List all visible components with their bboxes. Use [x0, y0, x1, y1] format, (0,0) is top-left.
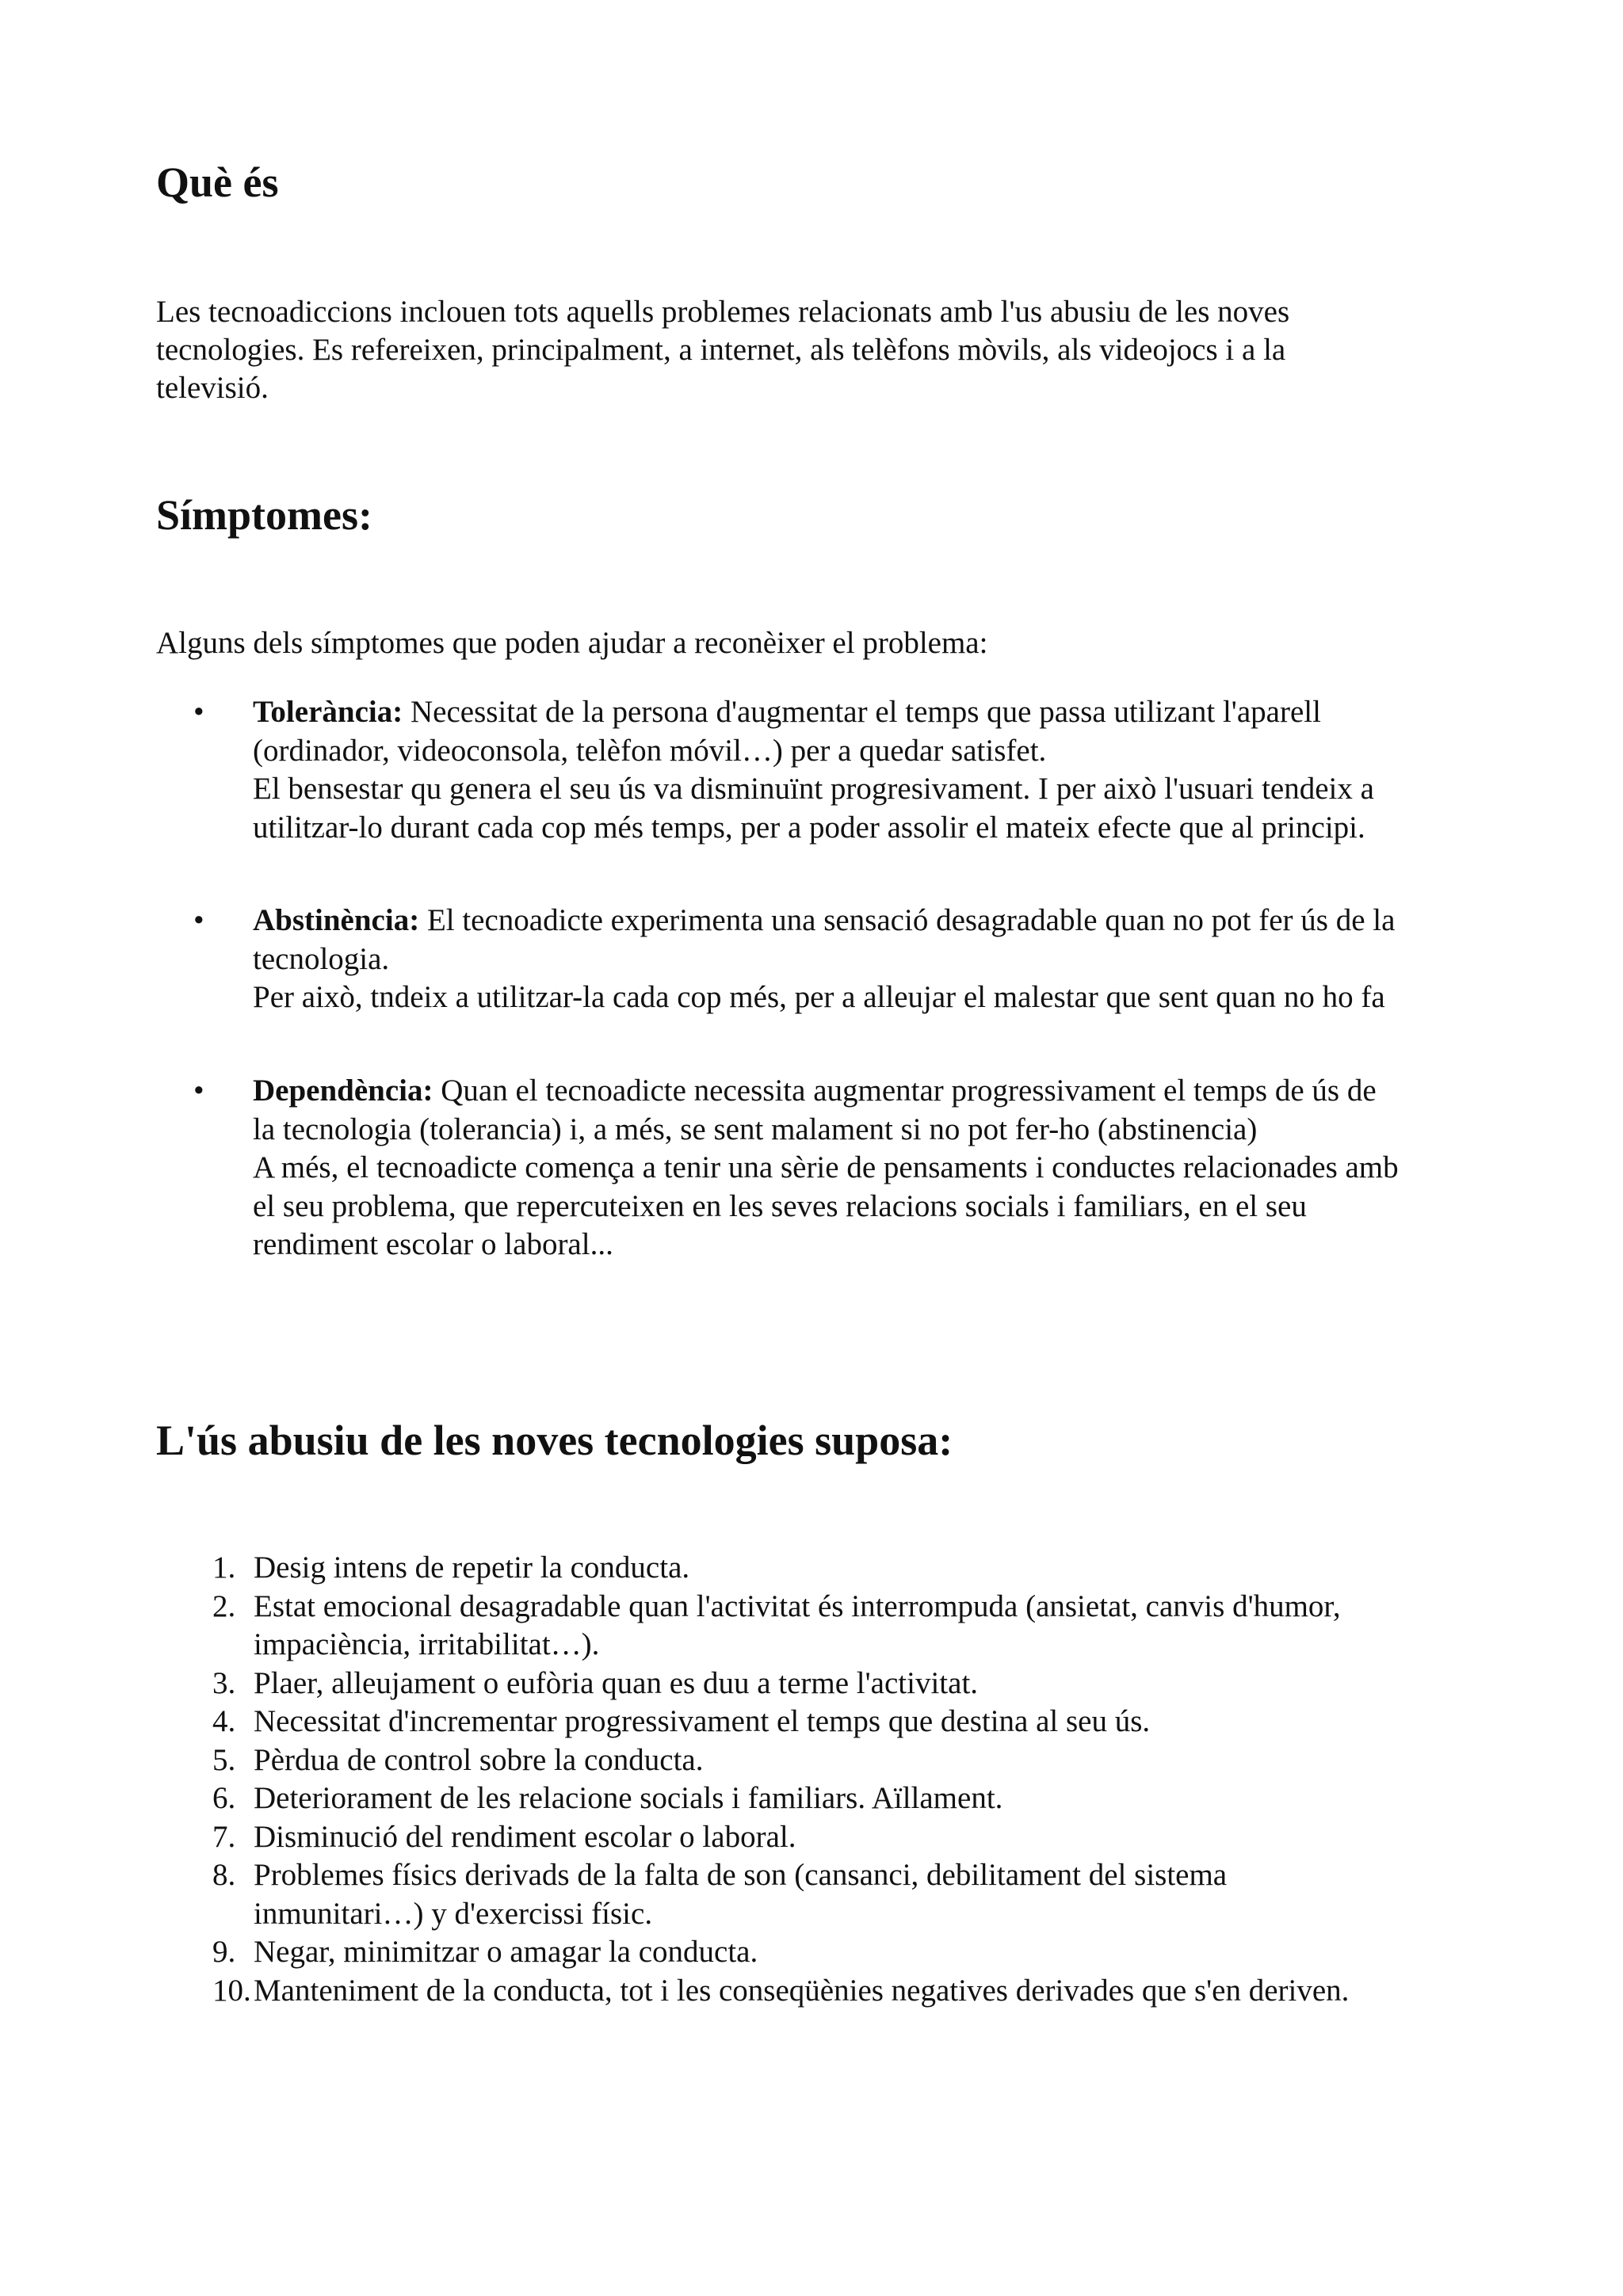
list-item-number: 6.	[212, 1781, 236, 1815]
list-item	[0, 1741, 1623, 1780]
bullet-dot-icon: •	[193, 1074, 204, 1108]
paragraph-line: Les tecnoadiccions inclouen tots aquells problemes relacionats amb l'us abusiu de les noves	[156, 295, 1290, 329]
bullet-term: Abstinència:	[253, 903, 420, 937]
list-item	[0, 1972, 1623, 2011]
bullet-first-line	[253, 1072, 1470, 1111]
list-item-number: 4.	[212, 1704, 236, 1738]
bullet-term: Tolerància:	[253, 695, 403, 729]
bullet-line-text: Per això, tndeix a utilitzar-la cada cop més, per a alleujar el malestar que sent quan no ho fa	[253, 980, 1385, 1014]
bullet-line-text: El bensestar qu genera el seu ús va disminuïnt progresivament. I per això l'usuari tendeix a	[253, 772, 1374, 806]
paragraph-definition	[156, 293, 1487, 407]
list-item-text: Problemes físics derivads de la falta de son (cansanci, debilitament del sistema	[254, 1858, 1228, 1892]
list-item-number: 1.	[212, 1550, 236, 1585]
list-item	[0, 1549, 1623, 1588]
list-item-number: 3.	[212, 1665, 236, 1700]
numbered-list	[0, 1549, 1623, 2010]
list-item-text: Negar, minimitzar o amagar la conducta.	[254, 1935, 758, 1969]
bullet-line-text: utilitzar-lo durant cada cop més temps, per a poder assolir el mateix efecte que al principi.	[253, 810, 1365, 845]
bullet-term: Dependència:	[253, 1074, 433, 1108]
list-item-text: Desig intens de repetir la conducta.	[254, 1550, 690, 1585]
list-item-number: 7.	[212, 1819, 236, 1854]
paragraph-symptoms-intro: Alguns dels símptomes que poden ajudar a reconèixer el problema:	[156, 626, 988, 660]
bullet-line-text: tecnologia.	[253, 941, 390, 976]
list-item-text: inmunitari…) y d'exercissi físic.	[254, 1896, 653, 1931]
list-item	[0, 1588, 1623, 1665]
bullet-line-text: la tecnologia (tolerancia) i, a més, se sent malament si no pot fer-ho (abstinencia)	[253, 1112, 1258, 1146]
list-item	[0, 1665, 1623, 1703]
bullet-line-text: rendiment escolar o laboral...	[253, 1227, 613, 1261]
bullet-line-text: El tecnoadicte experimenta una sensació desagradable quan no pot fer ús de la	[419, 903, 1396, 937]
list-item-number: 9.	[212, 1935, 236, 1969]
list-item-text: Estat emocional desagradable quan l'activitat és interrompuda (ansietat, canvis d'humor,	[254, 1589, 1341, 1623]
list-item-text: impaciència, irritabilitat…).	[254, 1627, 600, 1661]
list-item-text: Necessitat d'incrementar progressivament el temps que destina al seu ús.	[254, 1704, 1151, 1738]
bullet-line-text: Necessitat de la persona d'augmentar el temps que passa utilizant l'aparell	[403, 695, 1321, 729]
bullet-line-text: el seu problema, que repercuteixen en les seves relacions socials i familiars, en el seu	[253, 1188, 1307, 1223]
list-item-text: Disminució del rendiment escolar o laboral.	[254, 1819, 796, 1854]
list-item	[0, 1779, 1623, 1818]
bullet-dot-icon: •	[193, 903, 204, 937]
bullet-first-line	[253, 693, 1470, 732]
heading-us-abusiu: L'ús abusiu de les noves tecnologies suposa:	[156, 1417, 953, 1464]
bullet-line-text: Quan el tecnoadicte necessita augmentar progressivament el temps de ús de	[433, 1074, 1377, 1108]
list-item	[0, 1856, 1623, 1933]
list-item-number: 5.	[212, 1742, 236, 1777]
list-item-number: 2.	[212, 1589, 236, 1623]
bullet-item-abstinencia	[193, 902, 1511, 1017]
list-item-number: 8.	[212, 1858, 236, 1892]
list-item-number: 10.	[212, 1973, 251, 2008]
list-item-text: Pèrdua de control sobre la conducta.	[254, 1742, 704, 1777]
list-item-text: Plaer, alleujament o eufòria quan es duu a terme l'activitat.	[254, 1665, 979, 1700]
bullet-item-dependencia	[193, 1072, 1511, 1264]
heading-que-es: Què és	[156, 158, 279, 206]
bullet-dot-icon: •	[193, 695, 204, 729]
bullet-line-text: A més, el tecnoadicte comença a tenir una sèrie de pensaments i conductes relacionades amb	[253, 1150, 1399, 1184]
list-item-text: Deteriorament de les relacione socials i familiars. Aïllament.	[254, 1781, 1003, 1815]
list-item	[0, 1703, 1623, 1741]
list-item	[0, 1933, 1623, 1972]
bullet-first-line	[253, 902, 1470, 940]
paragraph-line: televisió.	[156, 371, 269, 405]
list-item	[0, 1818, 1623, 1857]
bullet-item-tolerancia	[193, 693, 1511, 847]
list-item-text: Manteniment de la conducta, tot i les conseqüènies negatives derivades que s'en deriven.	[254, 1973, 1350, 2008]
bullet-line-text: (ordinador, videoconsola, telèfon móvil…) per a quedar satisfet.	[253, 733, 1047, 768]
heading-simptomes: Símptomes:	[156, 491, 372, 539]
paragraph-line: tecnologies. Es refereixen, principalment, a internet, als telèfons mòvils, als videojocs i a la	[156, 333, 1286, 367]
